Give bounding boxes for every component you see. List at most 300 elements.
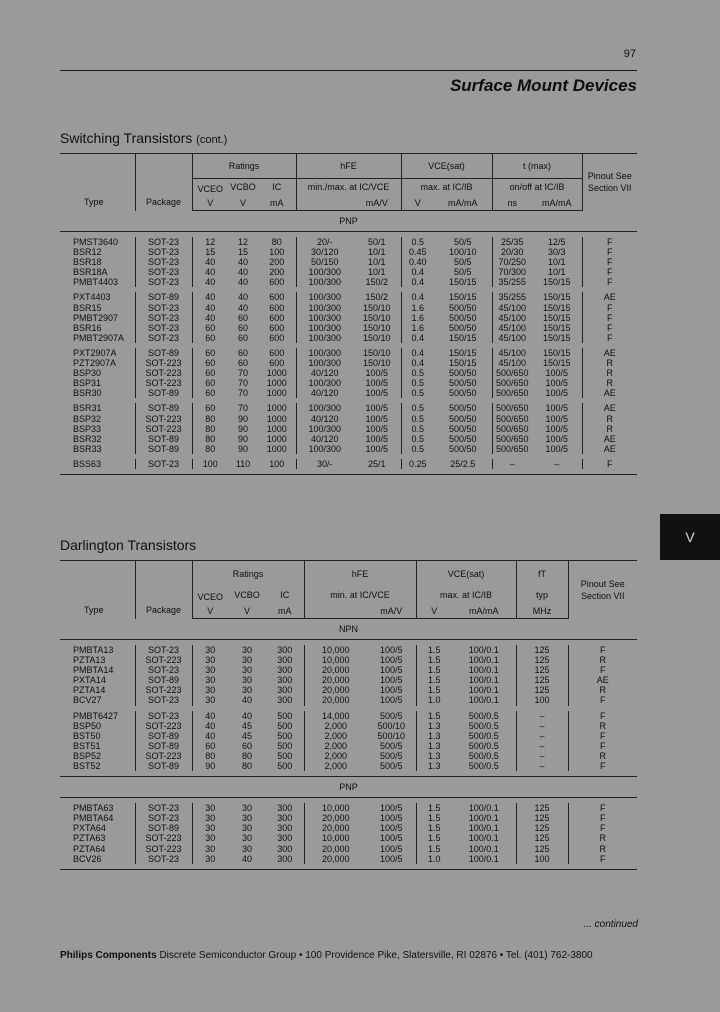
vcbo-header: VCBO — [230, 182, 256, 193]
darlington-section-title: Darlington Transistors — [60, 537, 197, 553]
table-cell: 40 — [237, 302, 248, 313]
table-cell: 100/300 — [308, 302, 342, 313]
table-cell: 0.40 — [409, 257, 427, 268]
table-cell: 30 — [205, 853, 216, 864]
table-cell: BSP50 — [60, 721, 135, 731]
table-cell: 1.0 — [428, 695, 441, 706]
page-number: 97 — [623, 48, 636, 60]
t-max-header: t (max) — [492, 154, 582, 179]
table-cell: 300 — [266, 854, 304, 864]
table-cell: 500/5 — [367, 761, 416, 771]
table-cell: 100 — [258, 459, 296, 469]
table-cell: 150/10 — [353, 358, 401, 368]
table-cell: 70/300 — [498, 267, 527, 278]
table-cell: 100/5 — [367, 695, 416, 705]
table-cell: 30 — [241, 675, 252, 686]
table-cell: SOT-23 — [135, 854, 192, 864]
table-cell: 40/120 — [311, 388, 339, 399]
table-cell: 100 — [258, 247, 296, 257]
table-row — [60, 403, 637, 413]
table-cell: 60 — [241, 740, 252, 751]
table-cell: 30 — [241, 833, 252, 844]
table-cell: 300 — [266, 665, 304, 675]
table-cell: 500/10 — [367, 721, 416, 731]
table-cell: 90 — [237, 443, 248, 454]
table-cell: 100/0.1 — [452, 675, 516, 685]
table-cell: 30 — [205, 685, 216, 696]
table-cell: 20/- — [317, 237, 333, 247]
table-cell: PZT2907A — [60, 358, 135, 368]
table-cell: 30 — [205, 813, 216, 824]
table-row — [60, 247, 637, 257]
footer-address: Discrete Semiconductor Group • 100 Providence Pike, Slatersville, RI 02876 • Tel. (401) 762-3800 — [159, 950, 593, 961]
table-cell: 80 — [205, 423, 216, 434]
table-cell: 1.5 — [428, 803, 441, 814]
table-cell: 500/650 — [496, 388, 529, 399]
table-cell: 1.3 — [428, 761, 441, 772]
table-cell: 1.6 — [411, 312, 425, 323]
table-cell: 70 — [237, 403, 248, 414]
table-cell: 150/15 — [532, 358, 582, 368]
table-cell: 0.4 — [411, 358, 425, 369]
table-cell: F — [607, 332, 613, 343]
table-cell: 80 — [205, 413, 216, 424]
table-cell: 30 — [241, 665, 252, 676]
table-cell: 30 — [241, 803, 252, 814]
table-cell: 40 — [205, 302, 216, 313]
table-cell: 30 — [205, 823, 216, 834]
table-cell: 500/5 — [367, 741, 416, 751]
table-row — [60, 675, 637, 685]
table-cell: 0.4 — [411, 347, 425, 358]
table-cell: PMBT2907 — [60, 313, 135, 323]
table-row — [60, 711, 637, 721]
spacer-cell — [60, 469, 637, 475]
unit-v-1: V — [192, 196, 228, 211]
table-cell: 1.5 — [428, 823, 441, 834]
table-cell: 1.5 — [428, 833, 441, 844]
table-cell: SOT-223 — [135, 378, 192, 388]
table-cell: 100/5 — [353, 444, 401, 454]
table-cell: 100/0.1 — [452, 813, 516, 823]
table-cell: 1000 — [258, 403, 296, 413]
table-cell: 40 — [241, 710, 252, 721]
table-cell: 15 — [237, 247, 248, 258]
group-label: PNP — [60, 777, 637, 798]
table-cell: R — [599, 843, 607, 854]
table-cell: BSR33 — [60, 444, 135, 454]
table-cell: 600 — [258, 333, 296, 343]
table-cell: 80 — [205, 433, 216, 444]
table-cell: 125 — [516, 823, 568, 833]
group-label-npn: NPN — [60, 619, 637, 640]
table-cell: 100/5 — [353, 368, 401, 378]
table-cell: 100/10 — [434, 247, 492, 257]
table-cell: 50/5 — [434, 257, 492, 267]
table-cell: BSS63 — [60, 459, 135, 469]
table-row — [60, 277, 637, 287]
table-cell: PZTA64 — [60, 844, 135, 854]
table-cell: – — [516, 731, 568, 741]
table-cell: 125 — [516, 844, 568, 854]
table-cell: SOT-223 — [135, 368, 192, 378]
table-cell: 14,000 — [322, 710, 350, 721]
table-cell: 2,000 — [324, 740, 348, 751]
table-cell: SOT-23 — [135, 247, 192, 257]
d-vce-unit-v: V — [416, 604, 452, 619]
table-cell: SOT-223 — [135, 844, 192, 854]
table-cell: 1000 — [258, 434, 296, 444]
table-cell: 45/100 — [498, 358, 527, 369]
table-cell: 2,000 — [324, 730, 348, 741]
table-cell: F — [607, 458, 613, 469]
table-cell: 100/5 — [367, 665, 416, 675]
table-row — [60, 414, 637, 424]
table-cell: 50/5 — [434, 237, 492, 247]
table-cell: 1.3 — [428, 730, 441, 741]
table-cell: 600 — [258, 323, 296, 333]
table-cell: 125 — [516, 813, 568, 823]
switching-section-title — [60, 130, 227, 146]
table-cell: 150/10 — [353, 303, 401, 313]
table-row — [60, 237, 637, 247]
table-cell: AE — [603, 292, 616, 303]
table-cell: 500/5 — [367, 751, 416, 761]
table-row — [60, 665, 637, 675]
table-cell: 60 — [205, 368, 216, 379]
table-cell: 300 — [266, 813, 304, 823]
table-cell: SOT-23 — [135, 257, 192, 267]
table-cell: SOT-23 — [135, 323, 192, 333]
table-cell: 500/650 — [496, 378, 529, 389]
table-cell: 30/120 — [311, 247, 339, 258]
table-cell: F — [600, 645, 606, 655]
table-cell: 45/100 — [498, 302, 527, 313]
table-cell: 600 — [258, 303, 296, 313]
switching-body — [60, 232, 637, 475]
table-cell: 60 — [205, 332, 216, 343]
table-row — [60, 368, 637, 378]
darlington-table — [60, 560, 637, 870]
table-cell: 45 — [241, 720, 252, 731]
table-cell: 100/300 — [308, 378, 342, 389]
table-cell: 30 — [205, 645, 216, 655]
table-cell: 70 — [237, 368, 248, 379]
table-cell: 40 — [241, 695, 252, 706]
table-cell: F — [607, 312, 613, 323]
table-cell: 100/300 — [308, 403, 342, 414]
table-cell: – — [516, 741, 568, 751]
table-cell: 500 — [266, 731, 304, 741]
table-cell: 70 — [237, 388, 248, 399]
spacer-row — [60, 864, 637, 870]
table-cell: PXTA64 — [60, 823, 135, 833]
table-cell: 100/5 — [367, 803, 416, 813]
table-row — [60, 267, 637, 277]
table-cell: 100/0.1 — [452, 665, 516, 675]
table-cell: BSP33 — [60, 424, 135, 434]
table-cell: 100/5 — [367, 833, 416, 843]
table-cell: 70 — [237, 378, 248, 389]
d-ft-sub-header: typ — [516, 587, 568, 604]
table-cell: SOT-223 — [135, 424, 192, 434]
table-cell: 40 — [205, 292, 216, 303]
table-cell: R — [606, 423, 614, 434]
table-cell: 50/150 — [311, 257, 339, 268]
table-cell: PZTA13 — [60, 655, 135, 665]
table-cell: 500/650 — [496, 368, 529, 379]
table-cell: 60 — [205, 740, 216, 751]
table-cell: 100/5 — [367, 685, 416, 695]
d-unit-v-2: V — [228, 604, 266, 619]
table-cell: 0.5 — [411, 413, 425, 424]
table-cell: 100/5 — [353, 434, 401, 444]
table-cell: 30 — [241, 843, 252, 854]
header-rule — [60, 70, 637, 71]
table-cell: PMBT6427 — [60, 711, 135, 721]
table-cell: 150/15 — [532, 333, 582, 343]
table-cell: 1000 — [258, 378, 296, 388]
group-row — [60, 777, 637, 798]
table-cell: SOT-89 — [135, 434, 192, 444]
table-cell: BSR15 — [60, 303, 135, 313]
table-cell: 500/50 — [434, 424, 492, 434]
table-cell: SOT-23 — [135, 645, 192, 655]
table-cell: F — [600, 665, 606, 676]
table-cell: PXT2907A — [60, 348, 135, 358]
table-cell: 1.5 — [428, 655, 441, 666]
footer-company: Philips Components — [60, 950, 157, 961]
table-cell: F — [600, 710, 606, 721]
table-cell: 0.5 — [411, 237, 425, 247]
table-cell: 600 — [258, 292, 296, 302]
table-cell: 60 — [205, 322, 216, 333]
table-cell: 1.5 — [428, 710, 441, 721]
table-cell: 45/100 — [498, 312, 527, 323]
table-cell: AE — [603, 433, 616, 444]
page-title: Surface Mount Devices — [449, 76, 637, 95]
table-cell: 1000 — [258, 424, 296, 434]
table-cell: 90 — [237, 423, 248, 434]
spacer-cell — [60, 864, 637, 870]
table-cell: 60 — [205, 403, 216, 414]
table-cell: 70/250 — [498, 257, 527, 268]
table-cell: BST52 — [60, 761, 135, 771]
table-row — [60, 695, 637, 705]
table-cell: 40/120 — [311, 433, 339, 444]
table-cell: SOT-223 — [135, 685, 192, 695]
table-cell: 100/300 — [308, 332, 342, 343]
table-row — [60, 348, 637, 358]
table-row — [60, 833, 637, 843]
vceo-header: VCEO — [197, 183, 223, 194]
table-cell: – — [509, 458, 515, 469]
table-cell: 100/5 — [367, 823, 416, 833]
table-cell: 300 — [266, 803, 304, 813]
table-cell: 0.4 — [411, 332, 425, 343]
table-cell: 0.45 — [409, 247, 427, 258]
table-cell: 150/2 — [353, 292, 401, 302]
table-cell: 500/0.5 — [452, 711, 516, 721]
table-cell: BCV27 — [60, 695, 135, 705]
ratings-header: Ratings — [192, 154, 296, 179]
table-cell: 100/5 — [532, 424, 582, 434]
unit-ma: mA — [258, 196, 296, 211]
table-cell: SOT-89 — [135, 292, 192, 302]
table-cell: 30 — [241, 645, 252, 655]
table-cell: 30 — [241, 813, 252, 824]
table-cell: 40 — [205, 267, 216, 278]
table-cell: 100/300 — [308, 292, 342, 303]
table-cell: 1.6 — [411, 322, 425, 333]
table-cell: SOT-89 — [135, 348, 192, 358]
table-cell: 1.5 — [428, 685, 441, 696]
table-cell: 45/100 — [498, 322, 527, 333]
table-cell: BST50 — [60, 731, 135, 741]
table-cell: F — [600, 813, 606, 824]
table-row — [60, 823, 637, 833]
table-cell: 50/1 — [353, 237, 401, 247]
table-row — [60, 424, 637, 434]
table-cell: 1000 — [258, 444, 296, 454]
table-cell: BSP52 — [60, 751, 135, 761]
table-cell: 2,000 — [324, 750, 348, 761]
table-cell: PXT4403 — [60, 292, 135, 302]
table-cell: 500/50 — [434, 323, 492, 333]
table-cell: F — [607, 267, 613, 278]
table-cell: 80 — [205, 750, 216, 761]
table-cell: SOT-89 — [135, 731, 192, 741]
spacer-row — [60, 469, 637, 475]
table-cell: SOT-23 — [135, 813, 192, 823]
table-cell: R — [599, 750, 607, 761]
table-cell: 30 — [241, 685, 252, 696]
table-cell: 125 — [516, 645, 568, 655]
table-row — [60, 761, 637, 771]
table-cell: 60 — [205, 358, 216, 369]
table-cell: 100/5 — [353, 414, 401, 424]
table-cell: 40 — [205, 730, 216, 741]
table-cell: AE — [596, 675, 609, 686]
table-cell: 60 — [237, 322, 248, 333]
table-row — [60, 854, 637, 864]
table-cell: 25/35 — [501, 237, 524, 247]
table-cell: 0.4 — [411, 292, 425, 303]
table-cell: 10/1 — [532, 257, 582, 267]
table-cell: SOT-89 — [135, 741, 192, 751]
d-hfe-sub-header: min. at IC/VCE — [304, 587, 416, 604]
table-cell: 10,000 — [322, 655, 350, 666]
table-cell: 1.5 — [428, 675, 441, 686]
switching-title-text: Switching Transistors — [60, 130, 193, 146]
table-cell: 500 — [266, 761, 304, 771]
table-cell: 20,000 — [322, 813, 350, 824]
table-cell: 600 — [258, 348, 296, 358]
table-cell: 15 — [205, 247, 216, 258]
table-cell: SOT-223 — [135, 414, 192, 424]
table-cell: 500/0.5 — [452, 731, 516, 741]
d-unit-ma: mA — [266, 604, 304, 619]
table-cell: 200 — [258, 267, 296, 277]
table-row — [60, 358, 637, 368]
table-cell: 500/0.5 — [452, 761, 516, 771]
table-row — [60, 444, 637, 454]
table-cell: SOT-23 — [135, 711, 192, 721]
table-cell: 100/5 — [532, 414, 582, 424]
table-cell: 90 — [205, 761, 216, 772]
table-cell: 150/10 — [353, 333, 401, 343]
table-cell: 1.5 — [428, 843, 441, 854]
table-cell: 500/650 — [496, 403, 529, 414]
table-cell: SOT-23 — [135, 277, 192, 287]
table-cell: 20,000 — [322, 853, 350, 864]
table-cell: 1.5 — [428, 645, 441, 655]
table-cell: 0.5 — [411, 443, 425, 454]
table-cell: PMBTA14 — [60, 665, 135, 675]
table-cell: 0.5 — [411, 388, 425, 399]
table-cell: 100/5 — [532, 434, 582, 444]
table-cell: 20,000 — [322, 685, 350, 696]
table-cell: 1.0 — [428, 853, 441, 864]
table-cell: SOT-23 — [135, 459, 192, 469]
table-cell: SOT-89 — [135, 388, 192, 398]
table-cell: 100/300 — [308, 347, 342, 358]
table-cell: SOT-23 — [135, 237, 192, 247]
table-cell: SOT-223 — [135, 751, 192, 761]
table-cell: PMBTA63 — [60, 803, 135, 813]
table-cell: 60 — [237, 332, 248, 343]
table-cell: 300 — [266, 675, 304, 685]
table-cell: 45 — [241, 730, 252, 741]
table-cell: 30 — [241, 823, 252, 834]
table-cell: R — [599, 720, 607, 731]
table-cell: 60 — [205, 378, 216, 389]
t-unit-ns: ns — [492, 196, 532, 211]
table-cell: 12 — [237, 237, 248, 247]
table-cell: PMBTA64 — [60, 813, 135, 823]
table-cell: 150/10 — [353, 323, 401, 333]
table-cell: SOT-23 — [135, 333, 192, 343]
table-cell: 0.4 — [411, 267, 425, 278]
table-cell: 300 — [266, 823, 304, 833]
d-col-package-header: Package — [135, 561, 192, 619]
table-cell: 600 — [258, 277, 296, 287]
table-cell: 300 — [266, 685, 304, 695]
table-cell: R — [606, 378, 614, 389]
table-cell: 500/650 — [496, 413, 529, 424]
table-cell: 500/50 — [434, 388, 492, 398]
table-cell: 100/5 — [532, 378, 582, 388]
table-cell: 100/0.1 — [452, 645, 516, 655]
table-cell: 20,000 — [322, 843, 350, 854]
d-col-type-header: Type — [60, 561, 135, 619]
table-cell: 150/15 — [532, 292, 582, 302]
table-cell: 100/0.1 — [452, 833, 516, 843]
table-cell: 80 — [241, 761, 252, 772]
table-cell: SOT-223 — [135, 833, 192, 843]
table-cell: 20/30 — [501, 247, 524, 258]
table-cell: 2,000 — [324, 720, 348, 731]
table-cell: 500/650 — [496, 443, 529, 454]
table-cell: 0.5 — [411, 423, 425, 434]
table-cell: BSR18A — [60, 267, 135, 277]
t-unit: mA/mA — [532, 196, 582, 211]
table-cell: 500/50 — [434, 434, 492, 444]
table-cell: F — [607, 302, 613, 313]
table-cell: 150/15 — [434, 277, 492, 287]
table-cell: 100/300 — [308, 277, 342, 288]
table-cell: 150/15 — [434, 348, 492, 358]
